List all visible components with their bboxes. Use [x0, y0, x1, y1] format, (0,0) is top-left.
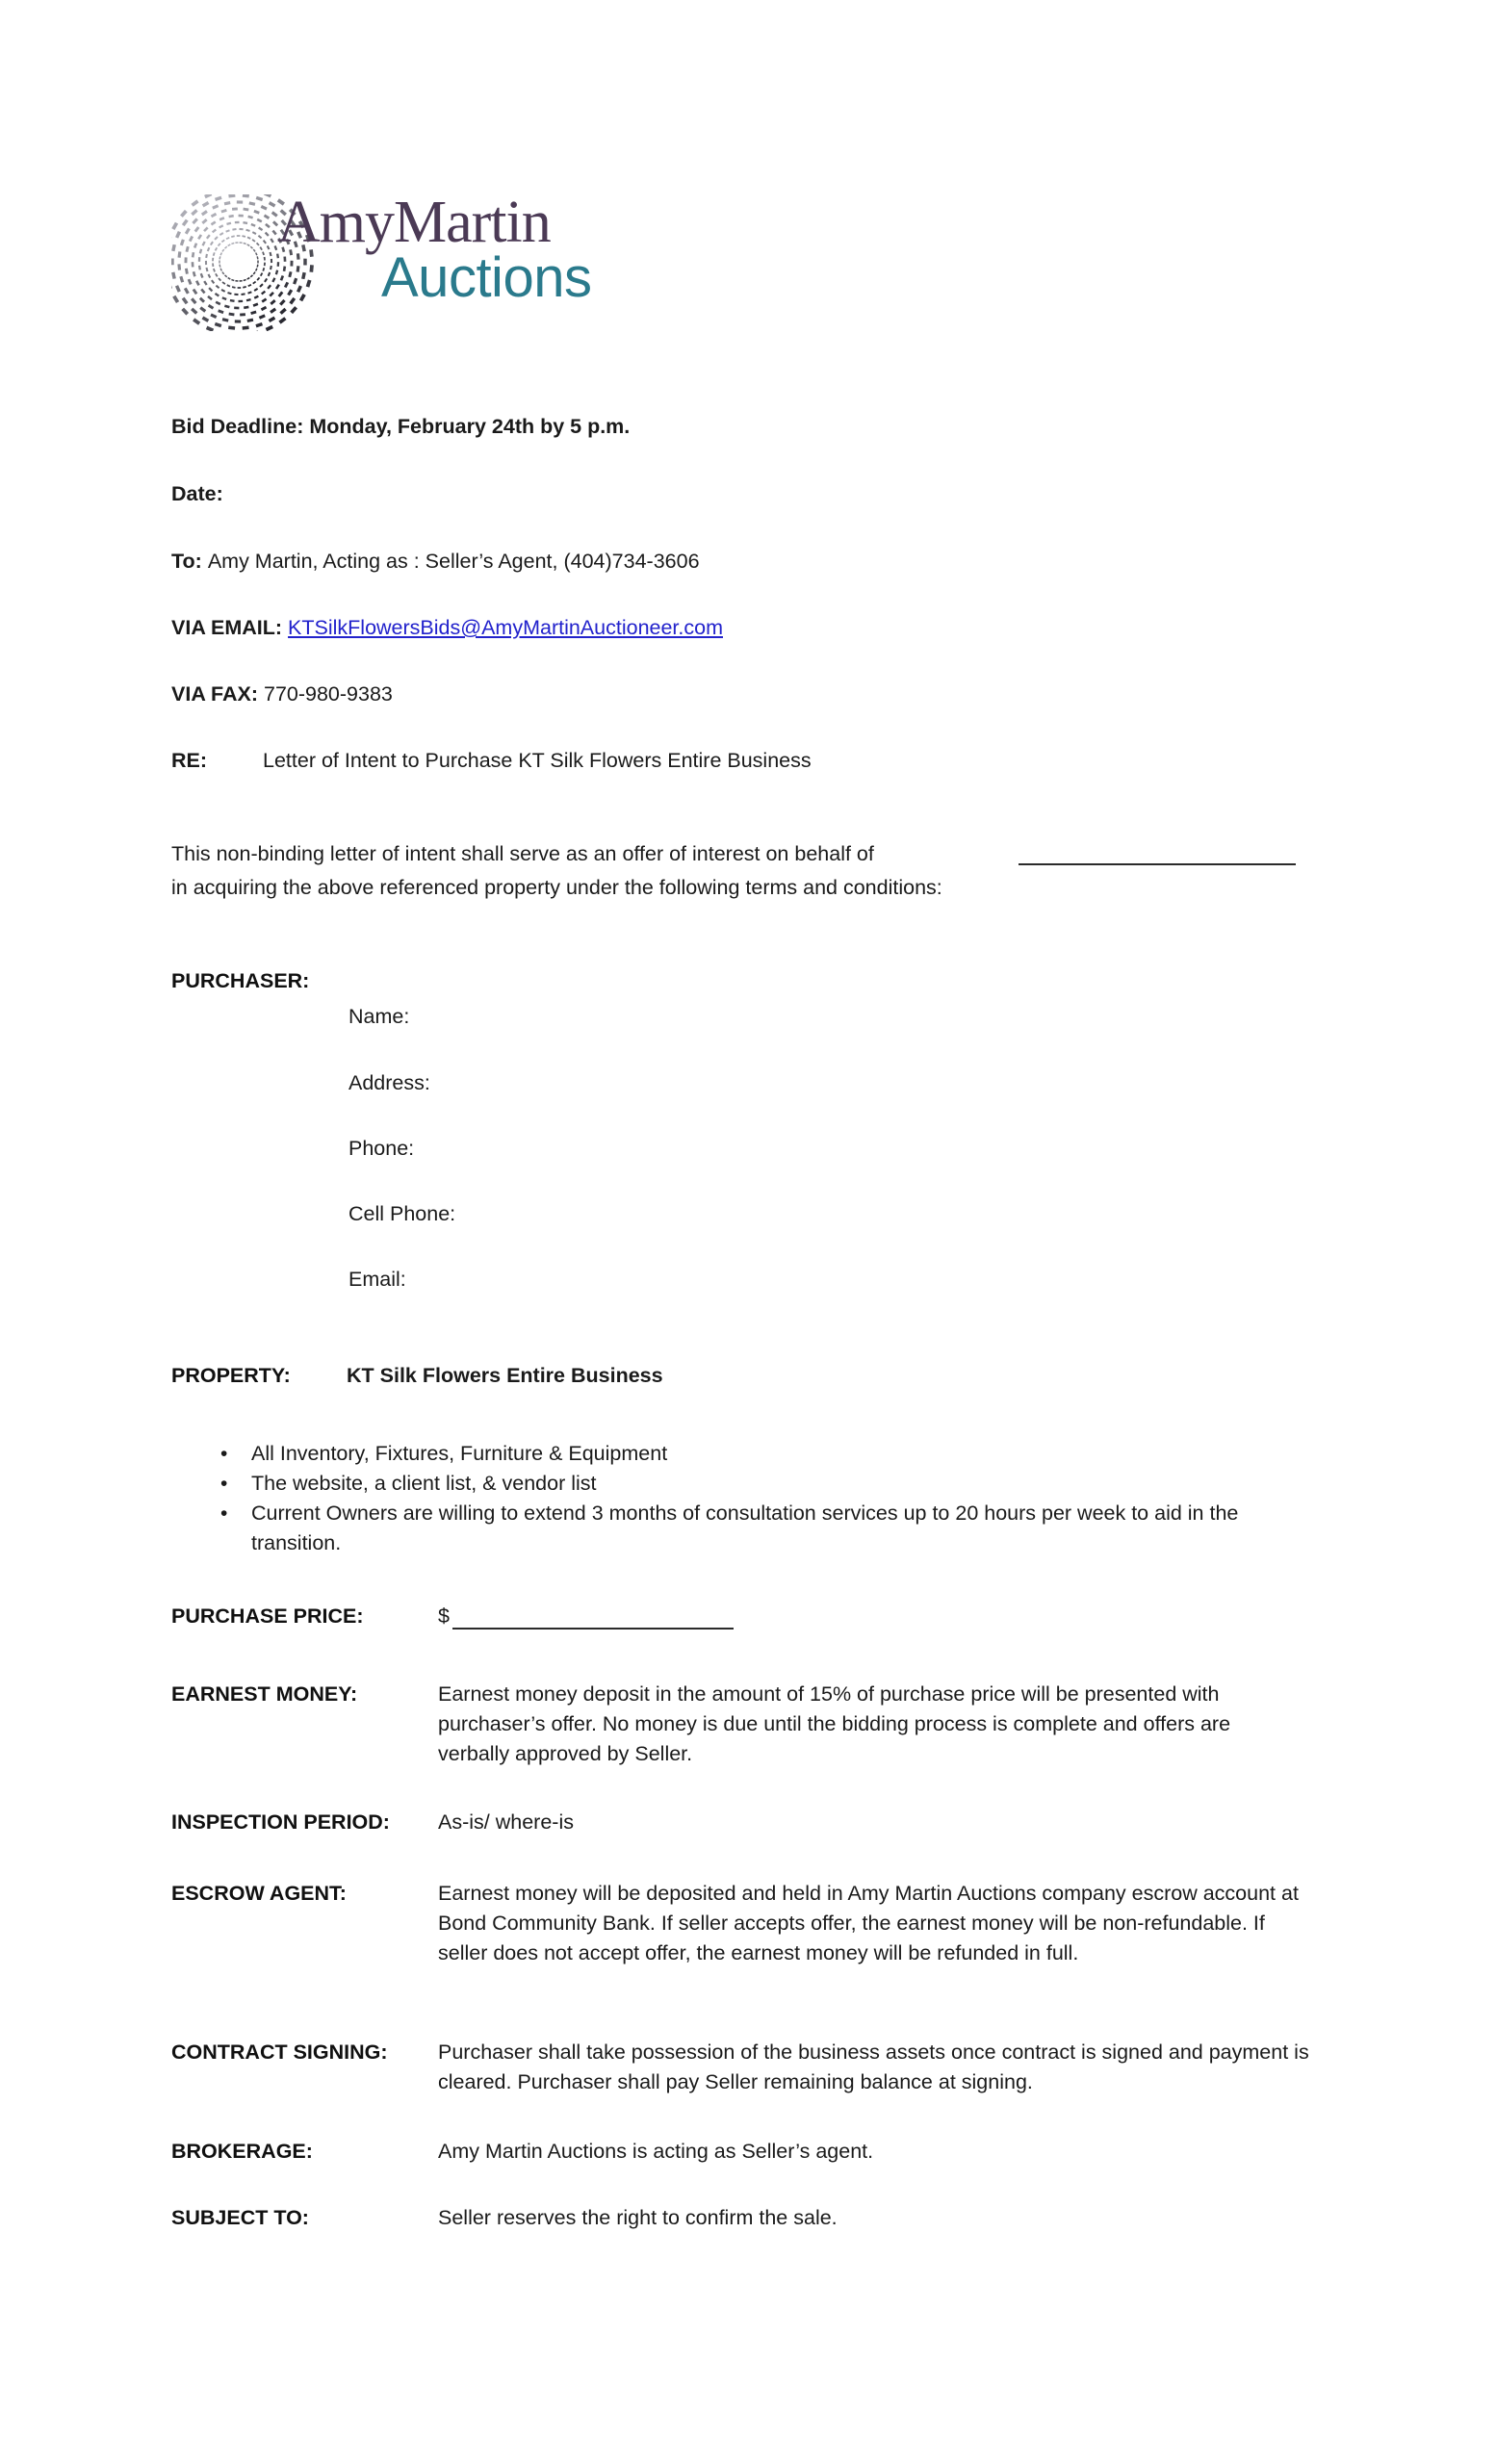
list-item-text: All Inventory, Fixtures, Furniture & Equipment — [251, 1442, 668, 1465]
list-item — [207, 1439, 1295, 1469]
purchaser-label: PURCHASER: — [171, 969, 310, 992]
property-label: PROPERTY: — [171, 1364, 291, 1387]
offeror-blank-rule[interactable] — [1019, 863, 1296, 865]
bid-deadline-line: Bid Deadline: Monday, February 24th by 5 p.m. — [171, 415, 631, 438]
term-value-brokerage: Amy Martin Auctions is acting as Seller’s agent. — [438, 2140, 874, 2163]
via-fax-line — [171, 680, 393, 708]
term-value-earnest-money: Earnest money deposit in the amount of 15% of purchase price will be presented with purchaser’s offer. No money is due until the bidding process is complete and offers are verbally approved by Seller. — [438, 1682, 1231, 1765]
list-item-text: The website, a client list, & vendor list — [251, 1472, 597, 1495]
logo-name-secondary: Auctions — [381, 246, 592, 309]
property-bullet-list — [207, 1439, 1295, 1558]
logo-wordmark — [277, 189, 691, 333]
list-item — [207, 1469, 1295, 1499]
bullet-icon: • — [220, 1473, 228, 1495]
email-link[interactable]: KTSilkFlowersBids@AmyMartinAuctioneer.com — [288, 616, 723, 639]
re-value: Letter of Intent to Purchase KT Silk Flowers Entire Business — [263, 749, 812, 772]
purchaser-field-cell-phone: Cell Phone: — [348, 1202, 456, 1225]
via-email-line — [171, 613, 723, 642]
term-label-earnest-money: EARNEST MONEY: — [171, 1682, 358, 1706]
intro-line-1: This non-binding letter of intent shall serve as an offer of interest on behalf of — [171, 842, 874, 865]
intro-line-2: in acquiring the above referenced property under the following terms and conditions: — [171, 876, 942, 899]
company-logo — [171, 189, 691, 333]
logo-name-primary: AmyMartin — [277, 190, 551, 255]
term-label-subject-to: SUBJECT TO: — [171, 2206, 309, 2229]
term-label-inspection-period: INSPECTION PERIOD: — [171, 1810, 390, 1834]
term-value-purchase-price: $ — [438, 1604, 450, 1628]
via-fax-value: 770-980-9383 — [263, 682, 393, 706]
term-label-escrow-agent: ESCROW AGENT: — [171, 1882, 347, 1905]
term-value-inspection-period: As-is/ where-is — [438, 1810, 574, 1834]
purchaser-field-address: Address: — [348, 1071, 430, 1094]
term-value-escrow-agent: Earnest money will be deposited and held in Amy Martin Auctions company escrow account at Bond Community Bank. If seller accepts offer, the earnest money will be non-refundable. If seller does not accept offer, the earnest money will be refunded in full. — [438, 1882, 1299, 1964]
term-value-subject-to: Seller reserves the right to confirm the sale. — [438, 2206, 838, 2229]
re-label: RE: — [171, 749, 208, 772]
term-value-contract-signing: Purchaser shall take possession of the business assets once contract is signed and payment is cleared. Purchaser shall pay Seller remaining balance at signing. — [438, 2040, 1309, 2093]
list-item-text: Current Owners are willing to extend 3 months of consultation services up to 20 hours per week to aid in the transition. — [251, 1502, 1239, 1554]
bullet-icon: • — [220, 1443, 228, 1465]
term-label-contract-signing: CONTRACT SIGNING: — [171, 2040, 388, 2064]
to-value: Amy Martin, Acting as : Seller’s Agent, (404)734-3606 — [207, 550, 700, 573]
term-label-brokerage: BROKERAGE: — [171, 2140, 313, 2163]
term-label-purchase-price: PURCHASE PRICE: — [171, 1604, 364, 1628]
purchaser-field-name: Name: — [348, 1005, 410, 1028]
to-label: To: — [171, 550, 202, 573]
purchase-price-blank-rule[interactable] — [452, 1628, 734, 1630]
via-email-label: VIA EMAIL: — [171, 616, 283, 639]
via-fax-label: VIA FAX: — [171, 682, 258, 706]
purchaser-field-phone: Phone: — [348, 1137, 415, 1160]
bullet-icon: • — [220, 1502, 228, 1525]
date-label: Date: — [171, 482, 223, 505]
list-item — [207, 1499, 1295, 1558]
to-line — [171, 547, 700, 576]
property-value: KT Silk Flowers Entire Business — [347, 1364, 663, 1387]
purchaser-field-email: Email: — [348, 1268, 406, 1291]
